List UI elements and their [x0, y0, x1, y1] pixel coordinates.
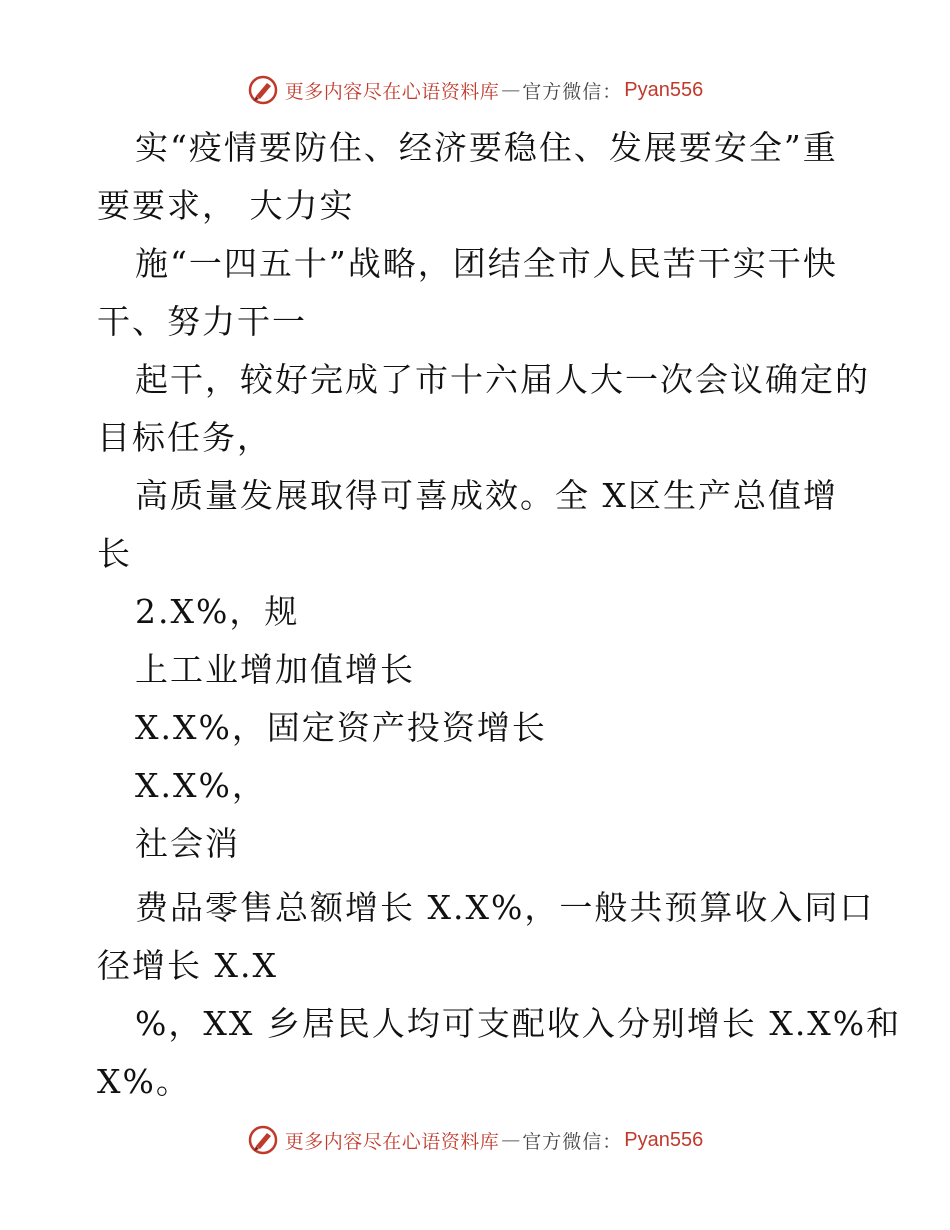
header-banner-text: 更多内容尽在心语资料库: [284, 80, 500, 103]
pen-logo-icon: [247, 74, 279, 106]
body-line-12: X.X%，: [135, 766, 267, 805]
footer-banner: [0, 1120, 950, 1160]
body-line-8: 长: [97, 534, 132, 573]
body-line-3: 施“一四五十”战略，团结全市人民苦干实干快: [135, 244, 838, 283]
footer-wechat-label: 官方微信：: [522, 1130, 623, 1153]
footer-banner-text: 更多内容尽在心语资料库: [284, 1130, 500, 1153]
header-wechat-label: 官方微信：: [522, 80, 623, 103]
header-banner: [0, 70, 950, 110]
header-wechat-id: Pyan556: [624, 78, 704, 101]
footer-banner-separator: —: [501, 1129, 521, 1151]
body-line-16: %，XX 乡居民人均可支配收入分别增长 X.X%和: [135, 1004, 902, 1043]
body-line-17: X%。: [97, 1062, 191, 1101]
footer-wechat-id: Pyan556: [624, 1128, 704, 1151]
body-line-11: X.X%，固定资产投资增长: [135, 708, 547, 747]
body-line-7: 高质量发展取得可喜成效。全 X区生产总值增: [135, 476, 838, 515]
body-line-4: 干、努力干一: [97, 302, 307, 341]
body-line-5: 起干，较好完成了市十六届人大一次会议确定的: [135, 360, 870, 399]
body-line-6: 目标任务，: [97, 418, 272, 457]
body-line-1: 实“疫情要防住、经济要稳住、发展要安全”重: [135, 128, 838, 167]
body-line-10: 上工业增加值增长: [135, 650, 415, 689]
pen-logo-icon: [247, 1124, 279, 1156]
body-line-2: 要要求， 大力实: [97, 186, 355, 225]
body-line-15: 径增长 X.X: [97, 946, 278, 985]
body-line-13: 社会消: [135, 824, 240, 863]
body-line-9: 2.X%，规: [135, 592, 300, 631]
header-banner-separator: —: [501, 79, 521, 101]
body-line-14: 费品零售总额增长 X.X%，一般共预算收入同口: [135, 888, 875, 927]
